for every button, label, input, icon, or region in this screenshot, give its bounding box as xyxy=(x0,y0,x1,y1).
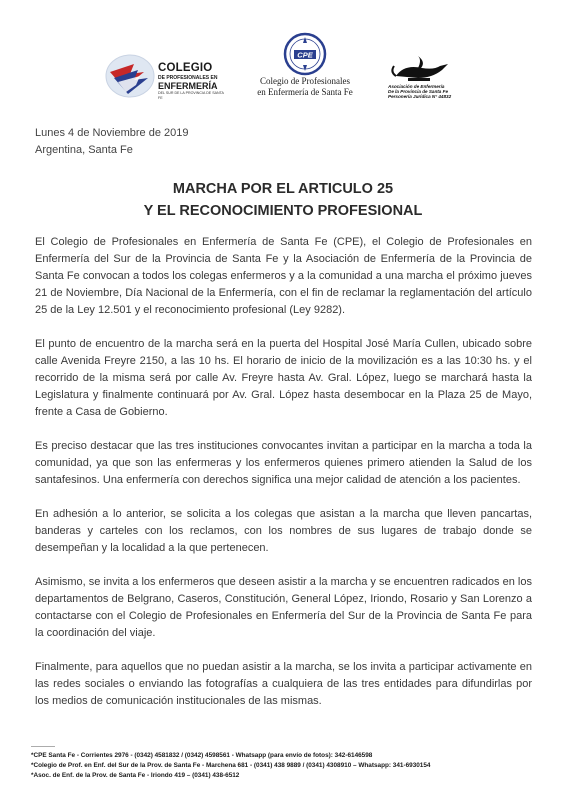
logo1-subtitle: DE PROFESIONALES EN xyxy=(158,75,218,81)
contact-footer xyxy=(31,744,551,781)
paragraph-5: Asimismo, se invita a los enfermeros que deseen asistir a la marcha y se encuentren radicados en los departamentos de Belgrano, Caseros, Constitución, General López, Iriondo, Rosario y San Lorenzo a contactarse con el Colegio de Profesionales en Enfermería del Sur de la Provincia de Santa Fe para la coordinación del viaje. xyxy=(35,576,532,639)
paragraph-1: El Colegio de Profesionales en Enfermería de Santa Fe (CPE), el Colegio de Profesionales en Enfermería del Sur de la Provincia de Santa Fe y la Asociación de Enfermería de la Provincia de Santa Fe convocan a todos los colegas enfermeros y a la comunidad a una marcha el próximo jueves 21 de Noviembre, Día Nacional de la Enfermería, con el fin de reclamar la reglamentación del artículo 25 de la Ley 12.501 y el reconocimiento profesional (Ley 9282). xyxy=(35,236,532,316)
logo1-title: COLEGIO xyxy=(158,62,213,74)
title-line2: Y EL RECONOCIMIENTO PROFESIONAL xyxy=(143,203,423,219)
letterhead xyxy=(0,0,566,112)
paragraph-2: El punto de encuentro de la marcha será en la puerta del Hospital José María Cullen, ubicado sobre calle Avenida Freyre 2150, a las 10 hs. El horario de inicio de la movilización es a las 10:30 hs. y el recorrido de la misma será por calle Av. Freyre hasta Av. Gral. López, luego se marchará hasta la Legislatura y finalmente continuará por Av. Gral. López hasta desembocar en la Plaza 25 de Mayo, frente a Casa de Gobierno. xyxy=(35,338,532,418)
footer-separator: ------------ xyxy=(31,744,55,750)
title-line1: MARCHA POR EL ARTICULO 25 xyxy=(172,181,394,197)
document-title xyxy=(0,178,566,222)
date-text: Lunes 4 de Noviembre de 2019 xyxy=(35,127,189,139)
cpe-seal-icon xyxy=(283,32,327,76)
document-body xyxy=(35,234,532,727)
cpe-badge-text: CPE xyxy=(297,50,313,60)
colegio-sur-emblem-icon xyxy=(104,52,158,104)
logo3-line2: De la Provincia de Santa Fe xyxy=(388,89,448,94)
footer-line-colegio-sur: *Colegio de Prof. en Enf. del Sur de la Prov. de Santa Fe - Marchena 681 - (0341) 438 9889 / (0341) 4308910 – Whatsapp: 341-6930154 xyxy=(31,762,431,769)
paragraph-4: En adhesión a lo anterior, se solicita a los colegas que asistan a la marcha que lleven pancartas, banderas y carteles con los reclamos, con los nombres de sus lugares de trabajo donde se desempeñan y la localidad a la que pertenecen. xyxy=(35,508,532,554)
location-text: Argentina, Santa Fe xyxy=(35,144,133,156)
oil-lamp-icon xyxy=(388,54,452,84)
logo3-line1: Asociación de Enfermería xyxy=(388,84,445,89)
logo3-line3: Personería Jurídica N° 44832 xyxy=(388,94,452,99)
cpe-logo xyxy=(244,32,366,102)
logo1-enfermeria: ENFERMERÍA xyxy=(158,81,218,91)
paragraph-6: Finalmente, para aquellos que no puedan asistir a la marcha, se los invita a participar activamente en las redes sociales o enviando las fotografías a cualquiera de las tres entidades para difundirlas por los medios de comunicación institucionales de las mismas. xyxy=(35,661,532,707)
paragraph-3: Es preciso destacar que las tres instituciones convocantes invitan a participar en la marcha a toda la comunidad, ya que son las enfermeras y los enfermeros quienes primero atienden la Salud de los santafesinos. Una enfermería con derechos significa una mejor calidad de atención a los pacientes. xyxy=(35,440,532,486)
logo2-line1: Colegio de Profesionales xyxy=(260,76,350,86)
logo1-region: DEL SUR DE LA PROVINCIA DE SANTA FE xyxy=(158,91,224,100)
footer-line-cpe: *CPE Santa Fe - Corrientes 2976 - (0342) 4581832 / (0342) 4598561 - Whatsapp (para envío de fotos): 342-6146598 xyxy=(31,752,373,759)
logo2-line2: en Enfermería de Santa Fe xyxy=(257,87,353,97)
asociacion-logo xyxy=(388,54,468,104)
date-location xyxy=(35,125,189,159)
colegio-sur-logo xyxy=(104,52,224,104)
footer-line-asociacion: *Asoc. de Enf. de la Prov. de Santa Fe - Iriondo 419 – (0341) 438-6512 xyxy=(31,772,240,779)
